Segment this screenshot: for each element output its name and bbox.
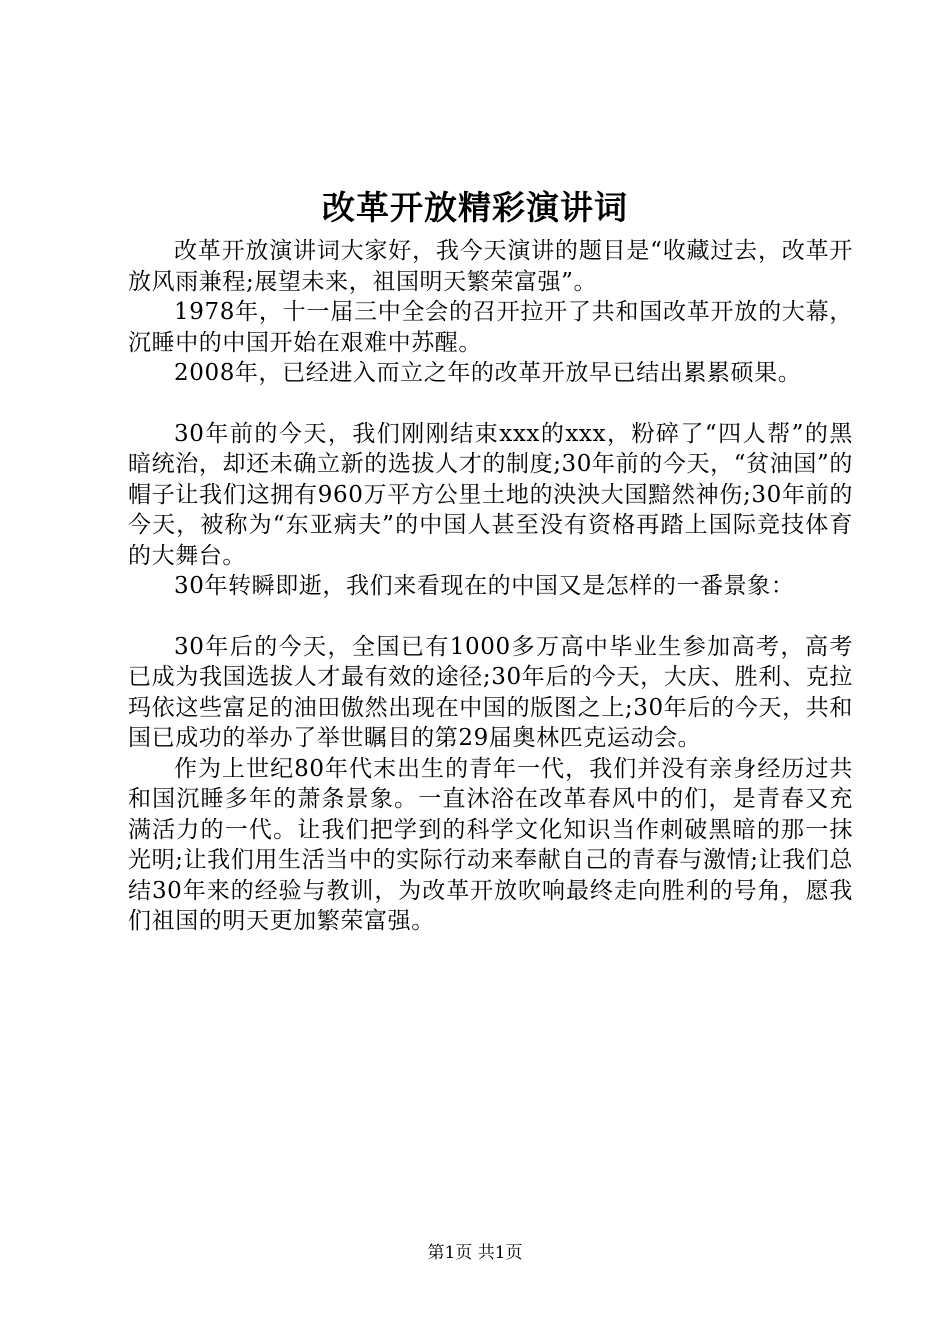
paragraph-6: 30年后的今天，全国已有1000多万高中毕业生参加高考，高考已成为我国选拔人才最有效的途径;30年后的今天，大庆、胜利、克拉玛依这些富足的油田傲然出现在中国的版图之上;30年后的今天，共和国已成功的举办了举世瞩目的第29届奥林匹克运动会。 <box>128 633 853 751</box>
paragraph-7: 作为上世纪80年代末出生的青年一代，我们并没有亲身经历过共和国沉睡多年的萧条景象。一直沐浴在改革春风中的们，是青春又充满活力的一代。让我们把学到的科学文化知识当作刺破黑暗的那一抹光明;让我们用生活当中的实际行动来奉献自己的青春与激情;让我们总结30年来的经验与教训，为改革开放吹响最终走向胜利的号角，愿我们祖国的明天更加繁荣富强。 <box>128 755 853 934</box>
document-title: 改革开放精彩演讲词 <box>322 188 628 227</box>
page-footer: 第1页 共1页 <box>427 1243 523 1263</box>
paragraph-4: 30年前的今天，我们刚刚结束xxx的xxx，粉碎了“四人帮”的黑暗统治，却还未确立新的选拔人才的制度;30年前的今天，“贫油国”的帽子让我们这拥有960万平方公里土地的泱泱大国黯然神伤;30年前的今天，被称为“东亚病夫”的中国人甚至没有资格再踏上国际竞技体育的大舞台。 <box>128 420 853 569</box>
paragraph-gap <box>128 602 853 632</box>
paragraph-gap <box>128 389 853 419</box>
paragraph-1: 改革开放演讲词大家好，我今天演讲的题目是“收藏过去，改革开放风雨兼程;展望未来，祖国明天繁荣富强”。 <box>128 238 853 295</box>
paragraph-3: 2008年，已经进入而立之年的改革开放早已结出累累硕果。 <box>174 360 802 386</box>
paragraph-2: 1978年，十一届三中全会的召开拉开了共和国改革开放的大幕，沉睡中的中国开始在艰难中苏醒。 <box>128 299 853 356</box>
document-body <box>128 236 853 937</box>
paragraph-5: 30年转瞬即逝，我们来看现在的中国又是怎样的一番景象： <box>174 573 795 599</box>
